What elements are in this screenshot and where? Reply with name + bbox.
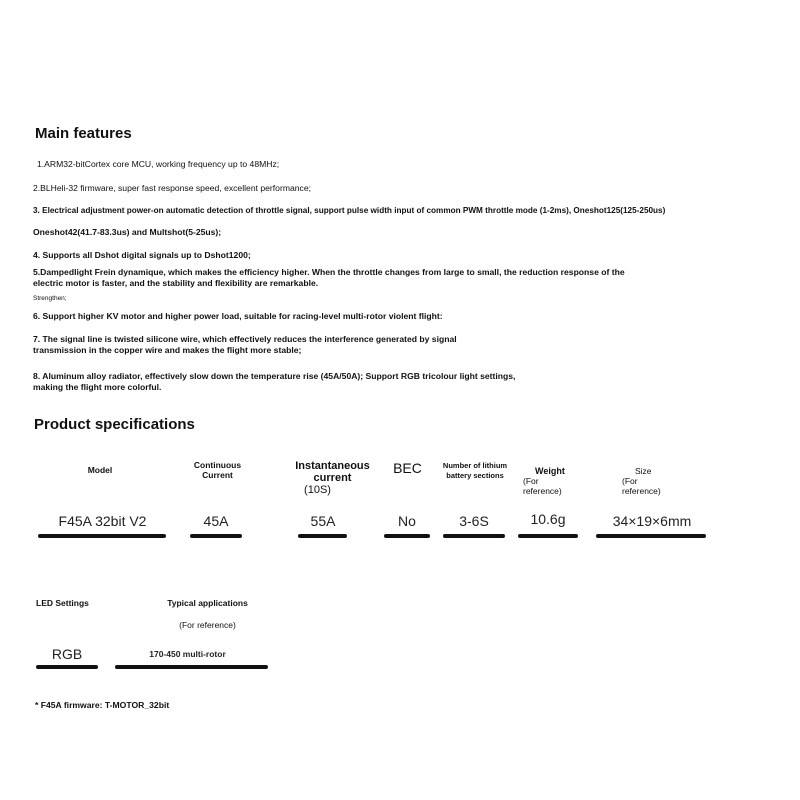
spec-header-continuous: Continuous Current xyxy=(193,460,242,480)
spec-header-instant: Instantaneous current (10S) xyxy=(295,460,370,496)
underline-apps xyxy=(115,665,268,669)
spec-value-bec: No xyxy=(398,513,416,529)
feature-7-cont: transmission in the copper wire and makes the flight more stable; xyxy=(33,345,302,355)
spec-header-weight: Weight (For reference) xyxy=(523,466,565,496)
spec-header-apps: Typical applications (For reference) xyxy=(167,598,248,630)
underline-size xyxy=(596,534,706,538)
spec-value-continuous: 45A xyxy=(203,513,229,529)
spec-header-bec: BEC xyxy=(393,460,422,476)
spec-value-cells: 3-6S xyxy=(459,513,489,529)
underline-continuous xyxy=(190,534,242,538)
spec-header-cells: Number of lithium battery sections xyxy=(442,461,508,480)
feature-6: 6. Support higher KV motor and higher power load, suitable for racing-level multi-rotor violent flight: xyxy=(33,311,443,321)
underline-led xyxy=(36,665,98,669)
spec-value-instant: 55A xyxy=(310,513,336,529)
underline-weight xyxy=(518,534,578,538)
feature-3: 3. Electrical adjustment power-on automatic detection of throttle signal, support pulse width input of common PWM throttle mode (1-2ms), Oneshot125(125-250us) xyxy=(33,206,666,215)
spec-header-size: Size (For reference) xyxy=(622,466,661,496)
spec-value-model: F45A 32bit V2 xyxy=(58,513,147,529)
feature-4: 4. Supports all Dshot digital signals up to Dshot1200; xyxy=(33,250,251,260)
footnote: * F45A firmware: T-MOTOR_32bit xyxy=(35,700,170,710)
spec-header-model: Model xyxy=(87,465,113,475)
underline-bec xyxy=(384,534,430,538)
feature-2: 2.BLHeli-32 firmware, super fast response speed, excellent performance; xyxy=(33,183,312,193)
feature-5-cont: electric motor is faster, and the stability and flexibility are remarkable. xyxy=(33,278,319,288)
feature-8-cont: making the flight more colorful. xyxy=(33,382,162,392)
feature-1: 1.ARM32-bitCortex core MCU, working frequency up to 48MHz; xyxy=(37,159,280,169)
feature-5: 5.Dampedlight Frein dynamique, which makes the efficiency higher. When the throttle changes from large to small, the reduction response of the xyxy=(33,267,625,277)
spec-header-led: LED Settings xyxy=(36,598,89,608)
feature-7: 7. The signal line is twisted silicone wire, which effectively reduces the interference generated by signal xyxy=(33,334,457,344)
feature-8: 8. Aluminum alloy radiator, effectively slow down the temperature rise (45A/50A); Support RGB tricolour light settings, xyxy=(33,371,516,381)
underline-instant xyxy=(298,534,347,538)
product-specs-title: Product specifications xyxy=(34,416,195,433)
spec-value-apps: 170-450 multi-rotor xyxy=(149,649,226,659)
feature-5-tail: Strengthen; xyxy=(33,295,67,302)
feature-3-cont: Oneshot42(41.7-83.3us) and Multshot(5-25us); xyxy=(33,227,222,237)
underline-cells xyxy=(443,534,505,538)
spec-value-weight: 10.6g xyxy=(530,511,566,527)
underline-model xyxy=(38,534,166,538)
main-features-title: Main features xyxy=(35,125,132,142)
spec-value-led: RGB xyxy=(51,646,83,662)
spec-value-size: 34×19×6mm xyxy=(612,513,692,529)
